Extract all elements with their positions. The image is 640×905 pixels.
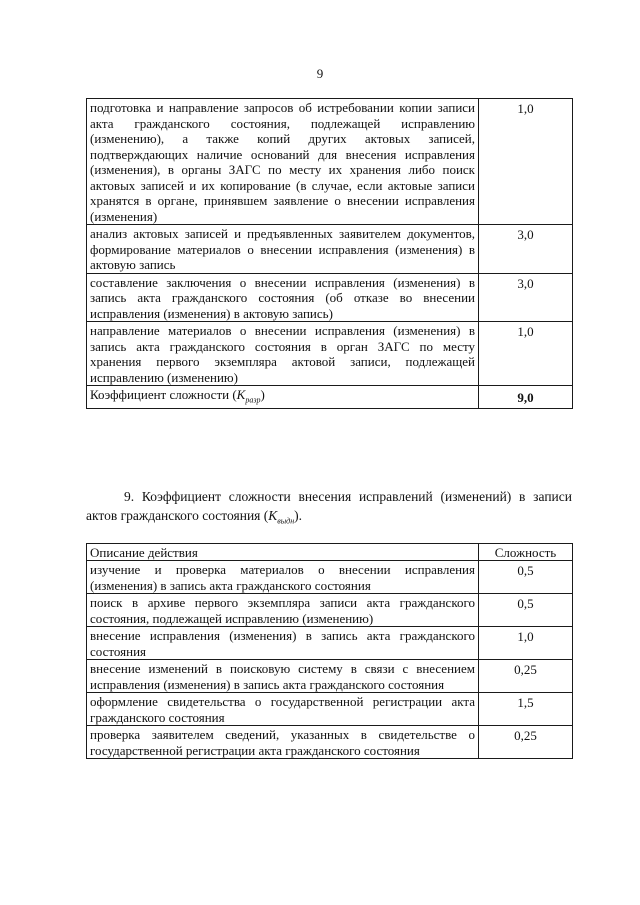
row-value: 1,0 [479, 322, 573, 386]
row-value: 0,25 [479, 660, 573, 693]
table-row [87, 726, 573, 759]
row-description: поиск в архиве первого экземпляра записи акта гражданского состояния, подлежащей исправлению (изменению) [87, 594, 479, 627]
row-value: 0,5 [479, 594, 573, 627]
table-row [87, 594, 573, 627]
row-description: направление материалов о внесении исправления (изменения) в запись акта гражданского состояния в орган ЗАГС по месту хранения первого экземпляра актовой записи, подлежащей исправлению (изменению) [87, 322, 479, 386]
table-row [87, 627, 573, 660]
row-description: изучение и проверка материалов о внесении исправления (изменения) в запись акта гражданского состояния [87, 561, 479, 594]
table-row [87, 693, 573, 726]
k-symbol: $K_{выдн}$ [268, 508, 295, 526]
row-description: проверка заявителем сведений, указанных в свидетельстве о государственной регистрации акта гражданского состояния [87, 726, 479, 759]
total-row [87, 386, 573, 409]
complexity-table-2 [86, 543, 573, 759]
row-description: подготовка и направление запросов об истребовании копии записи акта гражданского состояния, подлежащей исправлению (изменению), а также копий других актовых записей, подтверждающих наличие оснований для внесения исправления (изменения), в органы ЗАГС по месту их хранения либо поиск актовых записей и их копирование (в случае, если актовые записи хранятся в органе, принявшем заявление о внесении исправления (изменения) [87, 99, 479, 225]
row-value: 1,5 [479, 693, 573, 726]
table-header [87, 544, 573, 561]
page-number: 9 [316, 66, 324, 81]
row-value: 0,25 [479, 726, 573, 759]
row-description: внесение изменений в поисковую систему в связи с внесением исправления (изменения) в запись акта гражданского состояния [87, 660, 479, 693]
row-value: 3,0 [479, 225, 573, 274]
table-row [87, 273, 573, 322]
table-row [87, 322, 573, 386]
row-value: 1,0 [479, 627, 573, 660]
table-row [87, 561, 573, 594]
header-description: Описание действия [87, 544, 479, 561]
table-row [87, 660, 573, 693]
row-description: внесение исправления (изменения) в запись акта гражданского состояния [87, 627, 479, 660]
total-value: 9,0 [479, 386, 573, 409]
row-value: 3,0 [479, 273, 573, 322]
table-row [87, 99, 573, 225]
total-label: Коэффициент сложности $(K_{разр})$ [87, 386, 479, 409]
complexity-table-1 [86, 98, 573, 409]
table-row [87, 225, 573, 274]
header-value: Сложность [479, 544, 573, 561]
k-symbol: $K_{разр}$ [236, 387, 261, 405]
section-9-paragraph: 9. Коэффициент сложности внесения исправлений (изменений) в записи актов гражданского состояния $(K_{выдн})$. [86, 489, 572, 526]
row-value: 0,5 [479, 561, 573, 594]
row-value: 1,0 [479, 99, 573, 225]
row-description: составление заключения о внесении исправления (изменения) в запись акта гражданского состояния (об отказе во внесении исправления (изменения) в актовую запись) [87, 273, 479, 322]
row-description: оформление свидетельства о государственной регистрации акта гражданского состояния [87, 693, 479, 726]
row-description: анализ актовых записей и предъявленных заявителем документов, формирование материалов о внесении исправления (изменения) в актовую запись [87, 225, 479, 274]
